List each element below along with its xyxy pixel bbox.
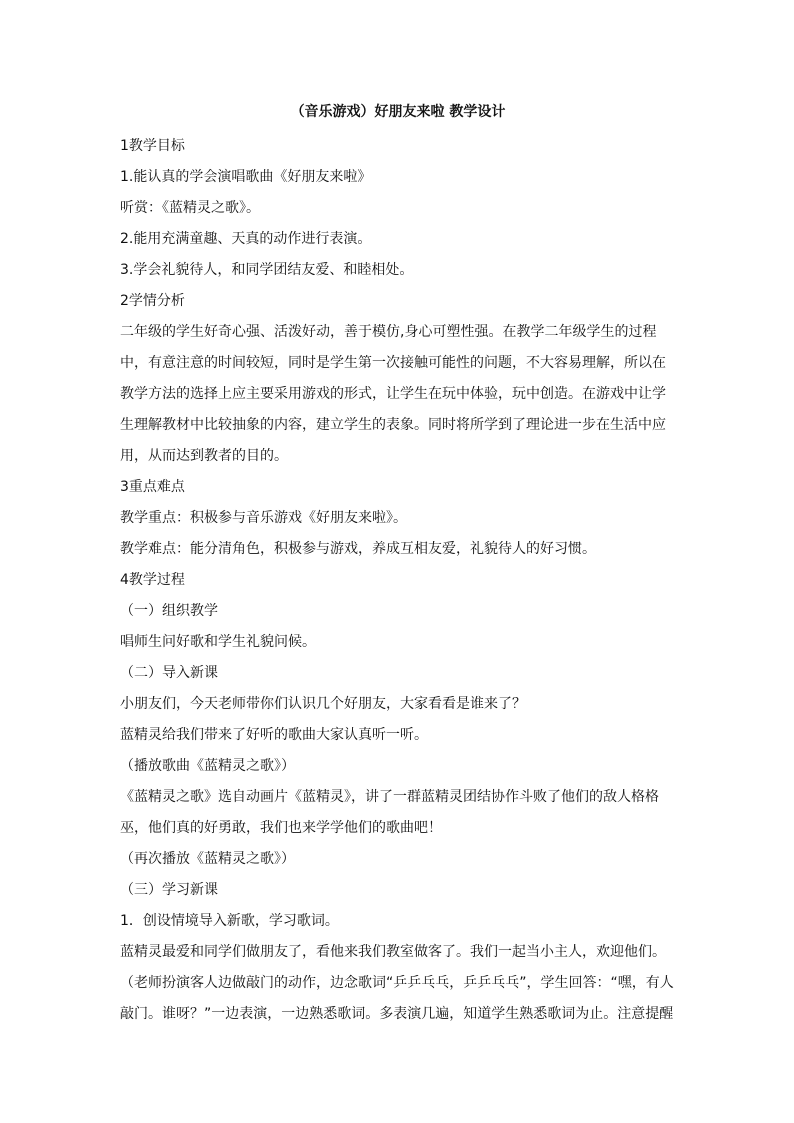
process-step-3-item-1: 1．创设情境导入新歌，学习歌词。 [120, 913, 339, 929]
process-step-2-text-2: 蓝精灵给我们带来了好听的歌曲大家认真听一听。 [120, 727, 428, 743]
process-step-2-text-3: （播放歌曲《蓝精灵之歌》） [120, 758, 295, 774]
process-step-3-paragraph: （老师扮演客人边做敲门的动作，边念歌词“乒乒乓乓，乒乒乓乓”，学生回答：“嘿，有人敲门。谁呀？”一边表演，一边熟悉歌词。多表演几遍，知道学生熟悉歌词为止。注意提醒 [120, 975, 674, 1022]
process-step-2-text-1: 小朋友们，今天老师带你们认识几个好朋友，大家看看是谁来了？ [120, 696, 526, 712]
objective-2: 2.能用充满童趣、天真的动作进行表演。 [120, 231, 372, 247]
process-step-2-heading: （二）导入新课 [120, 665, 218, 681]
section-heading-analysis: 2学情分析 [120, 293, 185, 309]
process-step-3-heading: （三）学习新课 [120, 882, 218, 898]
document-title: （音乐游戏）好朋友来啦 教学设计 [290, 104, 506, 120]
process-step-3-text-1: 蓝精灵最爱和同学们做朋友了，看他来我们教室做客了。我们一起当小主人，欢迎他们。 [120, 944, 666, 960]
section-heading-key-points: 3重点难点 [120, 479, 185, 495]
document-page [120, 100, 676, 1030]
process-step-1-heading: （一）组织教学 [120, 603, 218, 619]
process-step-1-text: 唱师生问好歌和学生礼貌问候。 [120, 634, 316, 650]
section-heading-objectives: 1教学目标 [120, 138, 185, 154]
key-point: 教学重点：积极参与音乐游戏《好朋友来啦》。 [120, 510, 407, 526]
process-step-2-paragraph: 《蓝精灵之歌》选自动画片《蓝精灵》，讲了一群蓝精灵团结协作斗败了他们的敌人格格巫，他们真的好勇敢，我们也来学学他们的歌曲吧！ [120, 789, 659, 836]
analysis-paragraph: 二年级的学生好奇心强、活泼好动，善于模仿,身心可塑性强。在教学二年级学生的过程中，有意注意的时间较短，同时是学生第一次接触可能性的问题，不大容易理解，所以在教学方法的选择上应主要采用游戏的形式，让学生在玩中体验，玩中创造。在游戏中让学生理解教材中比较抽象的内容，建立学生的表象。同时将所学到了理论进一步在生活中应用，从而达到教者的目的。 [120, 324, 666, 464]
objective-listening: 听赏：《蓝精灵之歌》。 [120, 200, 260, 216]
objective-3: 3.学会礼貌待人，和同学团结友爱、和睦相处。 [120, 262, 414, 278]
objective-1: 1.能认真的学会演唱歌曲《好朋友来啦》 [120, 169, 372, 185]
section-heading-process: 4教学过程 [120, 572, 185, 588]
process-step-2-text-4: （再次播放《蓝精灵之歌》） [120, 851, 295, 867]
difficult-point: 教学难点：能分清角色，积极参与游戏，养成互相友爱，礼貌待人的好习惯。 [120, 541, 596, 557]
